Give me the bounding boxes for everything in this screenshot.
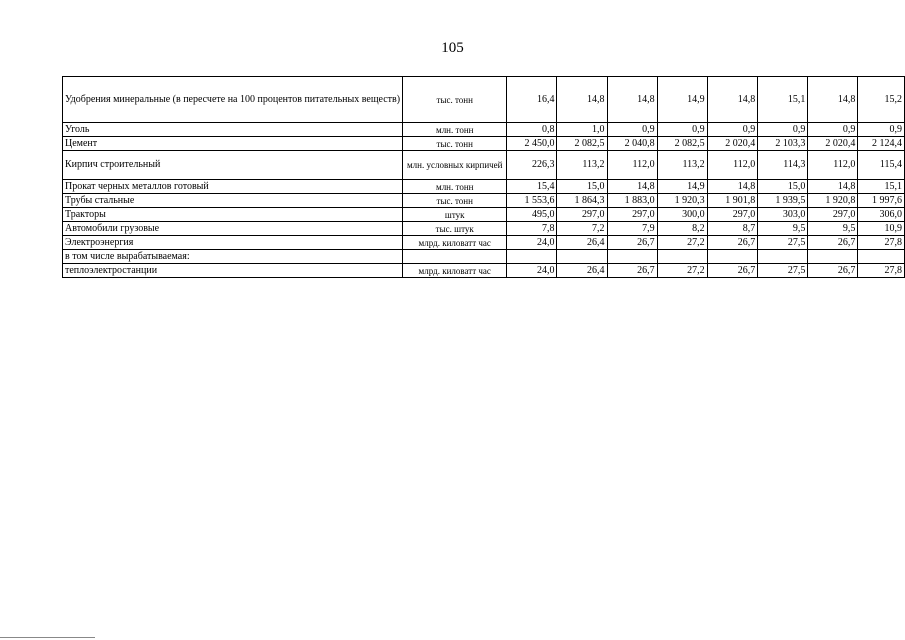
- value-cell: 2 103,3: [758, 137, 808, 151]
- value-cell: [858, 250, 905, 264]
- value-cell: 1 901,8: [707, 194, 758, 208]
- value-cell: [707, 250, 758, 264]
- value-cell: 2 082,5: [657, 137, 707, 151]
- table-row: [63, 77, 905, 123]
- value-cell: 15,0: [758, 180, 808, 194]
- value-cell: 26,7: [607, 236, 657, 250]
- table-row: [63, 208, 905, 222]
- value-cell: 27,5: [758, 236, 808, 250]
- value-cell: 7,8: [507, 222, 557, 236]
- value-cell: 1 939,5: [758, 194, 808, 208]
- value-cell: 9,5: [808, 222, 858, 236]
- value-cell: 2 040,8: [607, 137, 657, 151]
- value-cell: 113,2: [657, 151, 707, 180]
- row-unit: млн. условных кирпичей: [403, 151, 507, 180]
- value-cell: 2 020,4: [707, 137, 758, 151]
- table-row: [63, 137, 905, 151]
- row-name: Уголь: [63, 123, 403, 137]
- row-unit: тыс. тонн: [403, 137, 507, 151]
- value-cell: 26,7: [707, 264, 758, 278]
- value-cell: 14,8: [707, 180, 758, 194]
- table-row: [63, 236, 905, 250]
- row-name: Трубы стальные: [63, 194, 403, 208]
- value-cell: [758, 250, 808, 264]
- value-cell: 27,8: [858, 264, 905, 278]
- value-cell: 14,8: [557, 77, 607, 123]
- value-cell: 9,5: [758, 222, 808, 236]
- value-cell: 14,8: [808, 180, 858, 194]
- value-cell: [607, 250, 657, 264]
- value-cell: 26,7: [808, 264, 858, 278]
- value-cell: 7,9: [607, 222, 657, 236]
- value-cell: 15,4: [507, 180, 557, 194]
- row-name: Электроэнергия: [63, 236, 403, 250]
- row-name: Кирпич строительный: [63, 151, 403, 180]
- value-cell: 300,0: [657, 208, 707, 222]
- row-name: в том числе вырабатываемая:: [63, 250, 403, 264]
- value-cell: 14,8: [707, 77, 758, 123]
- value-cell: 26,7: [707, 236, 758, 250]
- value-cell: 1 883,0: [607, 194, 657, 208]
- row-name: теплоэлектростанции: [63, 264, 403, 278]
- value-cell: [808, 250, 858, 264]
- table-row: [63, 194, 905, 208]
- value-cell: 112,0: [707, 151, 758, 180]
- value-cell: 14,9: [657, 77, 707, 123]
- value-cell: 0,9: [808, 123, 858, 137]
- value-cell: 495,0: [507, 208, 557, 222]
- value-cell: 1 553,6: [507, 194, 557, 208]
- row-name: Прокат черных металлов готовый: [63, 180, 403, 194]
- value-cell: 115,4: [858, 151, 905, 180]
- row-unit: тыс. тонн: [403, 77, 507, 123]
- value-cell: 112,0: [808, 151, 858, 180]
- value-cell: 7,2: [557, 222, 607, 236]
- value-cell: 2 124,4: [858, 137, 905, 151]
- production-table: [62, 76, 905, 278]
- value-cell: 0,9: [607, 123, 657, 137]
- row-name: Цемент: [63, 137, 403, 151]
- value-cell: 297,0: [607, 208, 657, 222]
- value-cell: 297,0: [557, 208, 607, 222]
- row-unit: [403, 250, 507, 264]
- value-cell: 24,0: [507, 264, 557, 278]
- row-unit: млрд. киловатт час: [403, 264, 507, 278]
- value-cell: 26,7: [607, 264, 657, 278]
- value-cell: 15,1: [758, 77, 808, 123]
- value-cell: 0,9: [858, 123, 905, 137]
- value-cell: 15,0: [557, 180, 607, 194]
- value-cell: 26,7: [808, 236, 858, 250]
- value-cell: 14,9: [657, 180, 707, 194]
- value-cell: 226,3: [507, 151, 557, 180]
- table-row: [63, 264, 905, 278]
- value-cell: 14,8: [607, 77, 657, 123]
- value-cell: 14,8: [607, 180, 657, 194]
- table-row: [63, 180, 905, 194]
- value-cell: 14,8: [808, 77, 858, 123]
- value-cell: 27,5: [758, 264, 808, 278]
- table-row: [63, 151, 905, 180]
- value-cell: 2 082,5: [557, 137, 607, 151]
- value-cell: 113,2: [557, 151, 607, 180]
- scan-artifact-line: [0, 637, 95, 638]
- value-cell: [657, 250, 707, 264]
- row-unit: млн. тонн: [403, 180, 507, 194]
- row-unit: тыс. штук: [403, 222, 507, 236]
- value-cell: 26,4: [557, 264, 607, 278]
- table-row: [63, 123, 905, 137]
- page-number: 105: [441, 40, 464, 56]
- value-cell: 15,2: [858, 77, 905, 123]
- value-cell: [507, 250, 557, 264]
- value-cell: 26,4: [557, 236, 607, 250]
- value-cell: 8,2: [657, 222, 707, 236]
- value-cell: 16,4: [507, 77, 557, 123]
- value-cell: 0,8: [507, 123, 557, 137]
- value-cell: 303,0: [758, 208, 808, 222]
- row-unit: млрд. киловатт час: [403, 236, 507, 250]
- value-cell: 15,1: [858, 180, 905, 194]
- value-cell: 112,0: [607, 151, 657, 180]
- value-cell: 27,2: [657, 264, 707, 278]
- value-cell: 1 997,6: [858, 194, 905, 208]
- value-cell: [557, 250, 607, 264]
- value-cell: 297,0: [707, 208, 758, 222]
- value-cell: 27,8: [858, 236, 905, 250]
- value-cell: 1 920,8: [808, 194, 858, 208]
- value-cell: 0,9: [707, 123, 758, 137]
- value-cell: 10,9: [858, 222, 905, 236]
- value-cell: 2 020,4: [808, 137, 858, 151]
- table-row: [63, 250, 905, 264]
- row-name: Тракторы: [63, 208, 403, 222]
- value-cell: 1 864,3: [557, 194, 607, 208]
- row-unit: штук: [403, 208, 507, 222]
- value-cell: 2 450,0: [507, 137, 557, 151]
- value-cell: 0,9: [758, 123, 808, 137]
- value-cell: 114,3: [758, 151, 808, 180]
- value-cell: 8,7: [707, 222, 758, 236]
- value-cell: 297,0: [808, 208, 858, 222]
- value-cell: 27,2: [657, 236, 707, 250]
- value-cell: 1,0: [557, 123, 607, 137]
- value-cell: 0,9: [657, 123, 707, 137]
- row-name: Автомобили грузовые: [63, 222, 403, 236]
- row-name: Удобрения минеральные (в пересчете на 100 процентов питательных веществ): [63, 77, 403, 123]
- table-row: [63, 222, 905, 236]
- row-unit: млн. тонн: [403, 123, 507, 137]
- value-cell: 24,0: [507, 236, 557, 250]
- row-unit: тыс. тонн: [403, 194, 507, 208]
- value-cell: 1 920,3: [657, 194, 707, 208]
- value-cell: 306,0: [858, 208, 905, 222]
